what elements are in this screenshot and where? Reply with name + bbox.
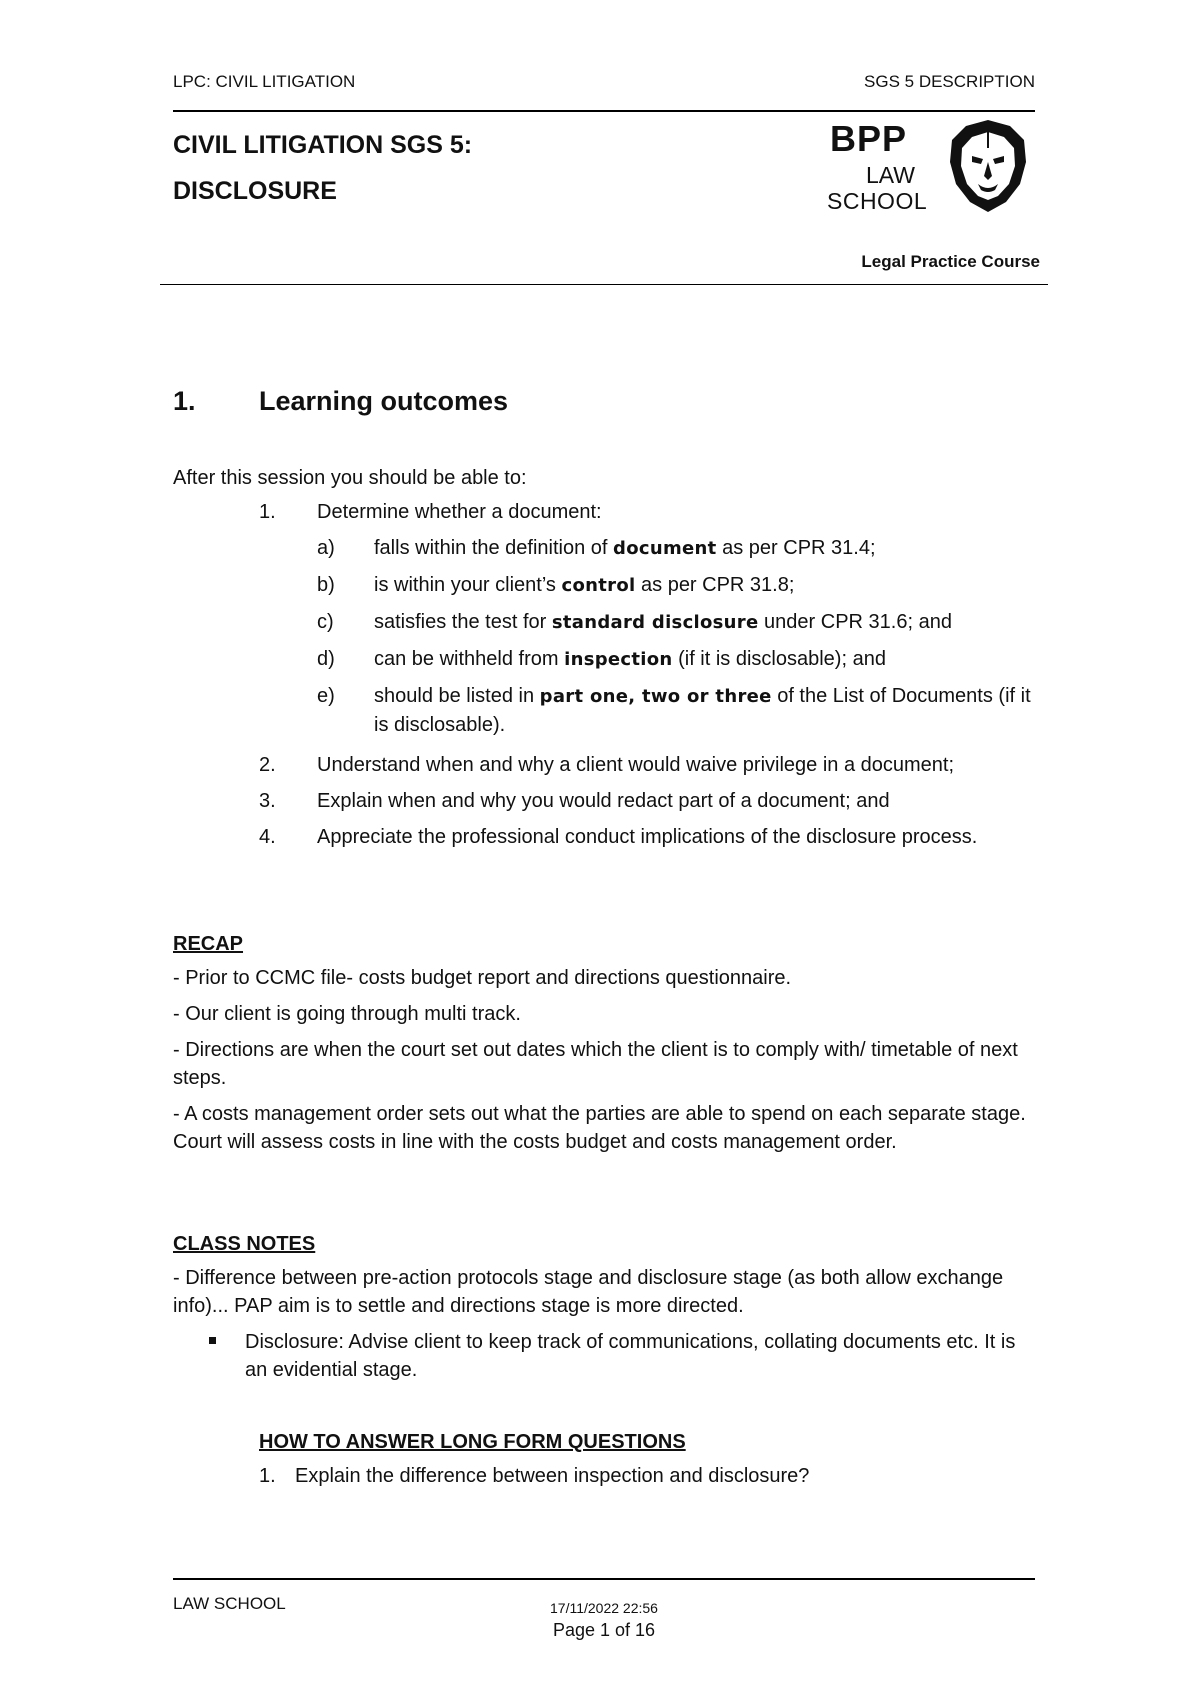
document-title xyxy=(173,122,472,214)
outcome-item xyxy=(173,751,1043,779)
subitem-text: is within your client’s xyxy=(374,574,562,596)
section-heading xyxy=(173,386,508,417)
page-number: Page 1 of 16 xyxy=(552,1620,656,1640)
learning-outcomes-list xyxy=(173,498,1043,859)
recap-paragraph: - A costs management order sets out what the parties are able to spend on each separate stage. Court will assess costs in line with the costs budget and costs management order. xyxy=(173,1103,1026,1153)
intro-text: After this session you should be able to: xyxy=(173,467,527,489)
outcome-text: Appreciate the professional conduct implications of the disclosure process. xyxy=(317,826,978,848)
subitem-d xyxy=(317,645,1043,674)
title-line-2: DISCLOSURE xyxy=(173,177,337,205)
header-divider xyxy=(160,284,1048,285)
subitem-c xyxy=(317,608,1043,637)
subitem-text: (if it is disclosable); and xyxy=(672,648,886,670)
header-course-label: LPC: CIVIL LITIGATION xyxy=(173,72,356,91)
recap-section xyxy=(173,930,1043,1164)
outcome-item xyxy=(173,823,1043,851)
question-number: 1. xyxy=(259,1465,276,1487)
subitem-letter: a) xyxy=(317,537,335,559)
subitem-letter: e) xyxy=(317,685,335,707)
page-footer xyxy=(173,1578,1035,1658)
outcome-item xyxy=(173,498,1043,739)
outcome-text: Explain when and why you would redact part of a document; and xyxy=(317,790,890,812)
logo-bpp-text: BPP xyxy=(830,118,908,159)
section-title: Learning outcomes xyxy=(259,386,509,416)
subitem-letter: b) xyxy=(317,574,335,596)
subitem-text: satisfies the test for xyxy=(374,611,552,633)
recap-heading: RECAP xyxy=(173,933,244,955)
subitem-e xyxy=(317,682,1043,739)
subitem-keyword: document xyxy=(613,538,717,559)
subitem-keyword: standard disclosure xyxy=(551,612,759,633)
bpp-law-school-logo xyxy=(827,118,1030,218)
question-text: Explain the difference between inspection and disclosure? xyxy=(295,1465,810,1487)
subitem-text: falls within the definition of xyxy=(374,537,614,559)
how-to-answer-heading: HOW TO ANSWER LONG FORM QUESTIONS xyxy=(259,1431,686,1453)
subitem-text: can be withheld from xyxy=(374,648,565,670)
outcome-text: Determine whether a document: xyxy=(317,501,602,523)
subitem-keyword: part one, two or three xyxy=(539,686,772,707)
subitem-b xyxy=(317,571,1043,600)
subitem-letter: d) xyxy=(317,648,335,670)
recap-paragraph: - Prior to CCMC file- costs budget report and directions questionnaire. xyxy=(173,967,792,989)
section-number: 1. xyxy=(173,386,196,416)
subitem-text: of the List of Documents (if it is disclosable). xyxy=(374,685,1031,736)
outcome-subitems xyxy=(317,534,1043,739)
lion-head-icon xyxy=(948,118,1028,214)
subitem-keyword: inspection xyxy=(564,649,673,670)
class-notes-heading: CLASS NOTES xyxy=(173,1233,316,1255)
outcome-number: 2. xyxy=(259,754,276,776)
subitem-a xyxy=(317,534,1043,563)
class-notes-section xyxy=(173,1230,1043,1384)
header-description-label: SGS 5 DESCRIPTION xyxy=(864,72,1035,91)
title-line-1: CIVIL LITIGATION SGS 5: xyxy=(173,131,473,159)
outcome-number: 4. xyxy=(259,826,276,848)
class-notes-bullet xyxy=(173,1328,1043,1384)
logo-school-text: SCHOOL xyxy=(827,188,928,214)
outcome-number: 1. xyxy=(259,501,276,523)
subitem-text: as per CPR 31.4; xyxy=(716,537,876,559)
subitem-text: should be listed in xyxy=(374,685,540,707)
subitem-text: as per CPR 31.8; xyxy=(635,574,795,596)
bullet-text: Disclosure: Advise client to keep track of communications, collating documents etc. It is an evidential stage. xyxy=(245,1331,1016,1381)
outcome-item xyxy=(173,787,1043,815)
recap-paragraph: - Directions are when the court set out dates which the client is to comply with/ timetable of next steps. xyxy=(173,1039,1018,1089)
subitem-letter: c) xyxy=(317,611,334,633)
how-to-answer-section xyxy=(259,1428,1043,1490)
logo-law-text: LAW xyxy=(866,162,915,188)
question-item xyxy=(259,1462,1043,1490)
page-header xyxy=(173,72,1035,112)
outcome-number: 3. xyxy=(259,790,276,812)
square-bullet-icon xyxy=(209,1337,216,1344)
outcome-text: Understand when and why a client would waive privilege in a document; xyxy=(317,754,955,776)
subitem-keyword: control xyxy=(561,575,636,596)
recap-paragraph: - Our client is going through multi track. xyxy=(173,1003,521,1025)
footer-law-school: LAW SCHOOL xyxy=(173,1594,286,1613)
course-label: Legal Practice Course xyxy=(861,252,1040,271)
subitem-text: under CPR 31.6; and xyxy=(758,611,952,633)
class-notes-paragraph: - Difference between pre-action protocols stage and disclosure stage (as both allow exchange info)... PAP aim is to settle and directions stage is more directed. xyxy=(173,1267,1004,1317)
footer-timestamp: 17/11/2022 22:56 xyxy=(550,1600,658,1616)
